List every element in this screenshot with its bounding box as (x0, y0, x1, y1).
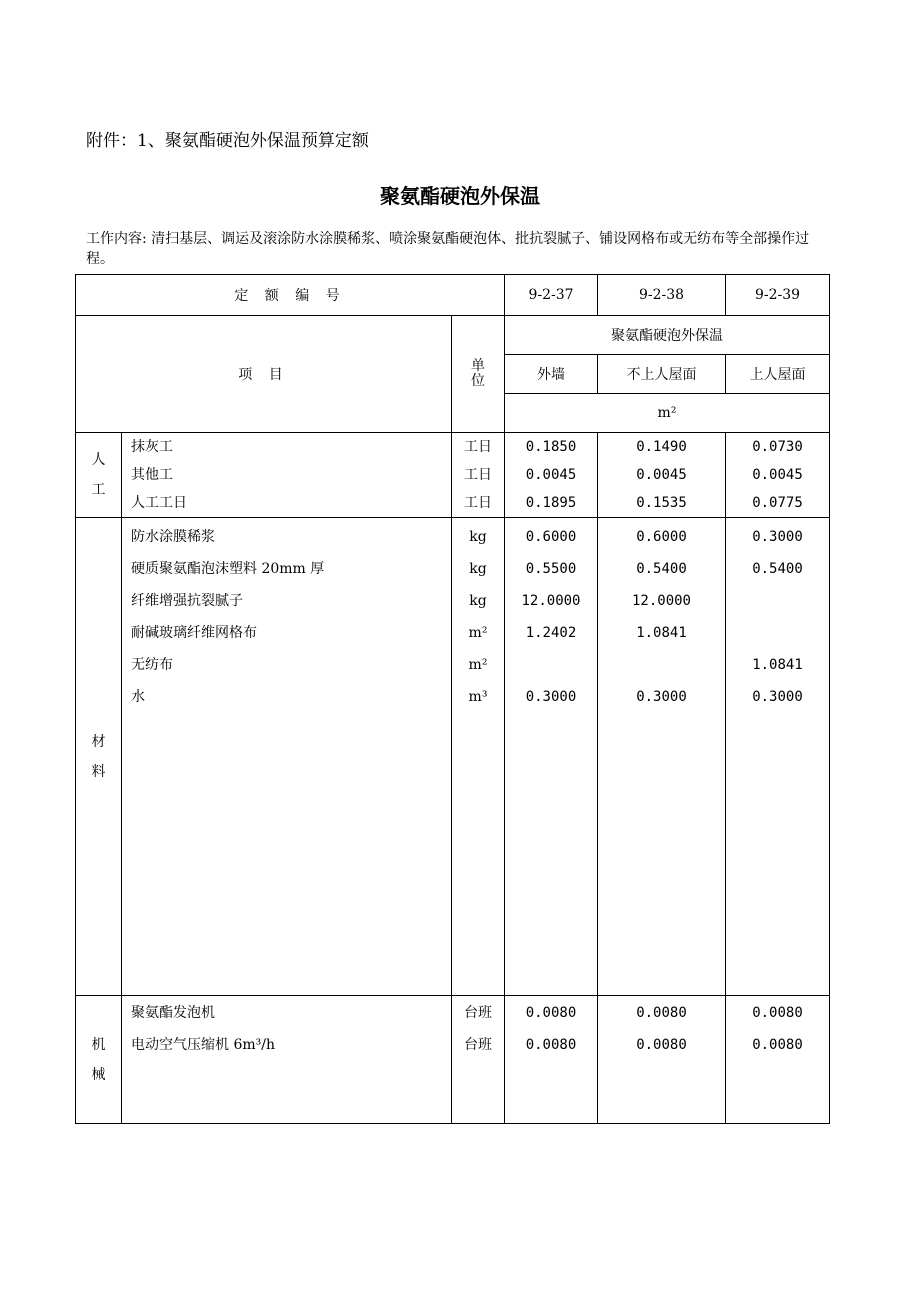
labor-col-1 (505, 433, 598, 518)
machinery-col-3 (726, 996, 830, 1124)
material-value: 0.6000 (525, 529, 577, 545)
machinery-value: 0.0080 (752, 1037, 803, 1053)
material-item-3: 纤维增强抗裂腻子 (131, 593, 243, 609)
material-value: 12.0000 (631, 593, 691, 609)
code-3: 9-2-39 (726, 275, 830, 316)
sub-header-1: 外墙 (505, 355, 598, 394)
category-labor-text: 人工 (91, 452, 106, 498)
labor-value: 0.0045 (752, 467, 803, 483)
labor-units (452, 433, 505, 518)
material-value: 1.2402 (525, 625, 577, 641)
material-unit-4: m² (468, 625, 488, 641)
material-unit-2: kg (469, 561, 487, 577)
material-value: 0.5400 (636, 561, 687, 577)
material-item-6: 水 (131, 689, 145, 705)
material-item-2: 硬质聚氨酯泡沫塑料 20mm 厚 (131, 561, 325, 577)
material-item-1: 防水涂膜稀浆 (131, 529, 215, 545)
labor-unit-3: 工日 (464, 495, 492, 511)
page-title: 聚氨酯硬泡外保温 (380, 184, 540, 208)
machinery-item-1: 聚氨酯发泡机 (131, 1005, 215, 1021)
labor-value: 0.1535 (636, 495, 687, 511)
material-value: 0.3000 (752, 689, 803, 705)
labor-value: 0.1895 (525, 495, 577, 511)
material-item-4: 耐碱玻璃纤维网格布 (131, 625, 257, 641)
quota-number-label: 定 额 编 号 (76, 275, 505, 316)
labor-item-2: 其他工 (131, 467, 173, 483)
category-machinery-text: 机械 (91, 1036, 106, 1083)
material-value: 0.3000 (752, 529, 803, 545)
labor-value: 0.1490 (636, 439, 687, 455)
material-col-1 (505, 518, 598, 996)
code-1: 9-2-37 (505, 275, 598, 316)
labor-value: 0.0730 (752, 439, 803, 455)
material-value: 1.0841 (752, 657, 803, 673)
labor-items (122, 433, 452, 518)
material-unit-3: kg (469, 593, 487, 609)
machinery-value: 0.0080 (752, 1005, 803, 1021)
machinery-value: 0.0080 (636, 1005, 687, 1021)
machinery-col-1 (505, 996, 598, 1124)
labor-col-3 (726, 433, 830, 518)
labor-item-1: 抹灰工 (131, 439, 173, 455)
labor-unit-1: 工日 (464, 439, 492, 455)
material-value: 1.0841 (636, 625, 687, 641)
material-value (726, 585, 829, 617)
machinery-items (122, 996, 452, 1124)
labor-item-3: 人工工日 (131, 495, 187, 511)
machinery-units (452, 996, 505, 1124)
material-col-2 (598, 518, 726, 996)
material-value (505, 649, 597, 681)
code-2: 9-2-38 (598, 275, 726, 316)
sub-header-3: 上人屋面 (726, 355, 830, 394)
category-materials (76, 518, 122, 996)
material-unit-5: m² (468, 657, 488, 673)
unit-label (452, 316, 505, 433)
sub-header-2: 不上人屋面 (598, 355, 726, 394)
material-unit-1: kg (469, 529, 487, 545)
labor-value: 0.0045 (525, 467, 577, 483)
quota-table (75, 274, 830, 1124)
material-value: 0.3000 (525, 689, 577, 705)
machinery-value: 0.0080 (525, 1037, 577, 1053)
measure-unit: m² (505, 394, 830, 433)
labor-value: 0.0775 (752, 495, 803, 511)
material-item-5: 无纺布 (131, 657, 173, 673)
material-value (726, 617, 829, 649)
labor-unit-2: 工日 (464, 467, 492, 483)
labor-value: 0.0045 (636, 467, 687, 483)
machinery-value: 0.0080 (525, 1005, 577, 1021)
machinery-unit-1: 台班 (464, 1005, 492, 1021)
work-content: 工作内容: 清扫基层、调运及滚涂防水涂膜稀浆、喷涂聚氨酯硬泡体、批抗裂腻子、铺设网格布或无纺布等全部操作过程。 (86, 231, 810, 267)
material-value: 12.0000 (521, 593, 581, 609)
material-value: 0.6000 (636, 529, 687, 545)
material-value: 0.3000 (636, 689, 687, 705)
material-col-3 (726, 518, 830, 996)
unit-label-text: 单位 (471, 358, 485, 389)
material-unit-6: m³ (468, 689, 488, 705)
category-labor (76, 433, 122, 518)
material-value: 0.5400 (752, 561, 803, 577)
item-label: 项 目 (76, 316, 452, 433)
labor-value: 0.1850 (525, 439, 577, 455)
labor-col-2 (598, 433, 726, 518)
attachment-line: 附件：1、聚氨酯硬泡外保温预算定额 (86, 131, 369, 151)
material-units (452, 518, 505, 996)
material-value (598, 649, 725, 681)
machinery-item-2: 电动空气压缩机 6m³/h (131, 1037, 275, 1053)
category-machinery (76, 996, 122, 1124)
category-materials-text: 材料 (91, 733, 106, 780)
machinery-unit-2: 台班 (464, 1037, 492, 1053)
material-items (122, 518, 452, 996)
machinery-col-2 (598, 996, 726, 1124)
machinery-value: 0.0080 (636, 1037, 687, 1053)
material-value: 0.5500 (525, 561, 577, 577)
group-header: 聚氨酯硬泡外保温 (505, 316, 830, 355)
